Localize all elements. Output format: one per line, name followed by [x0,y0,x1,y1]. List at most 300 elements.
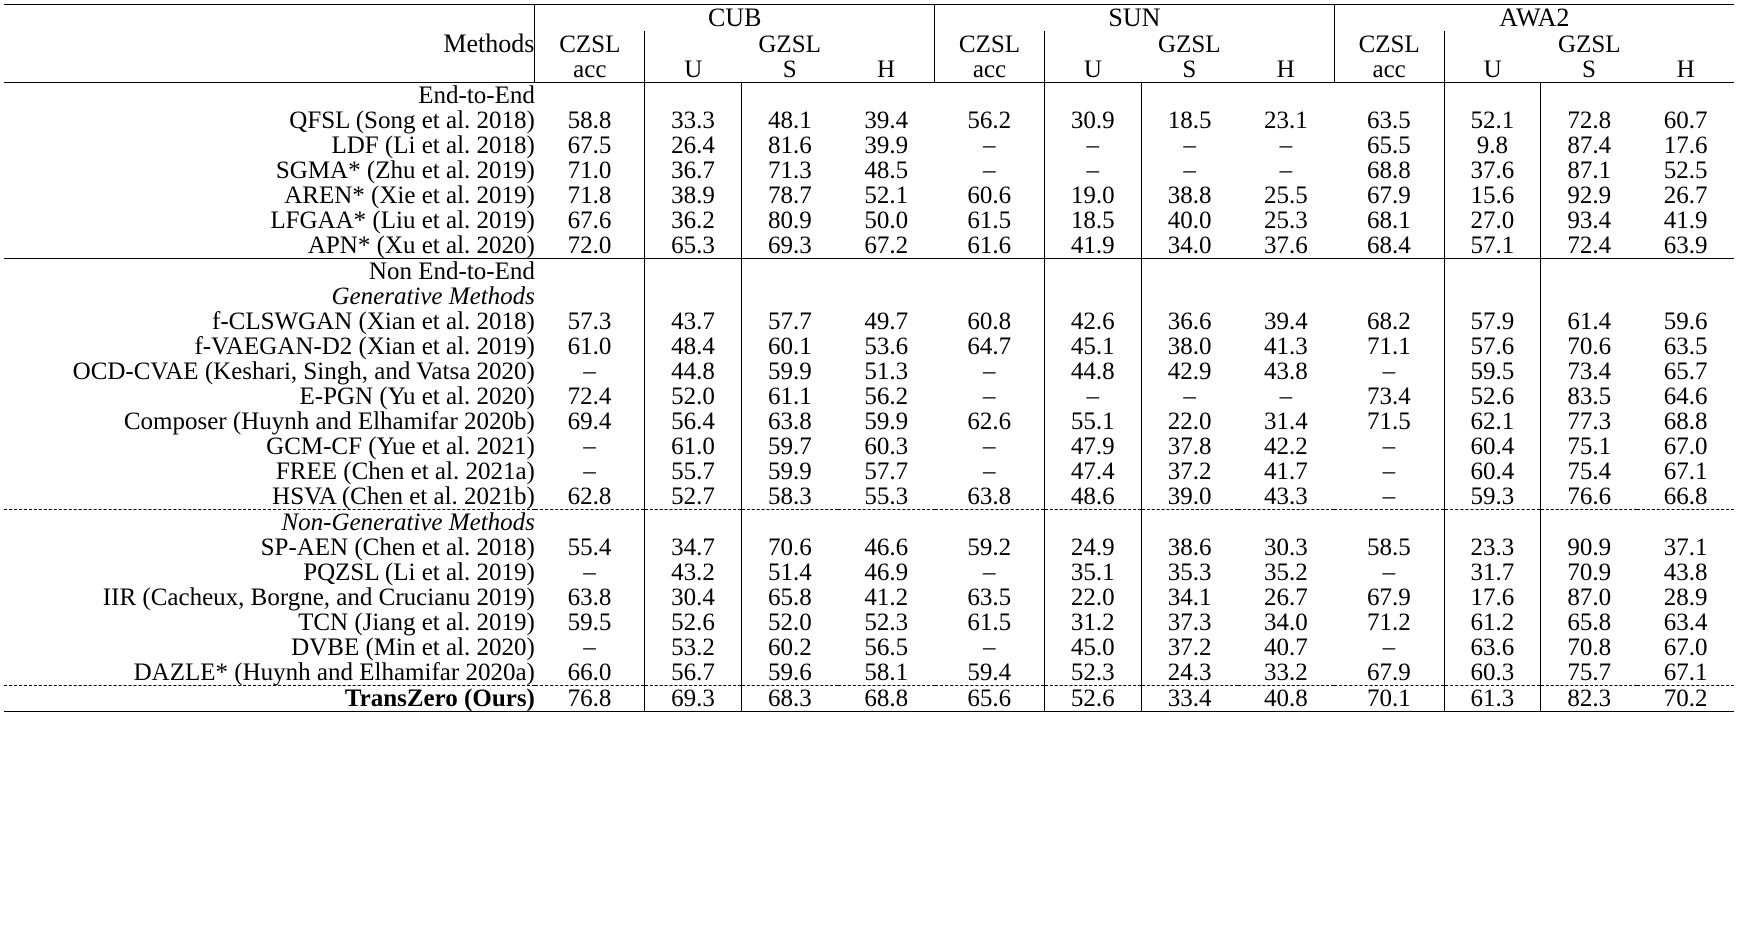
table-cell: 63.4 [1663,609,1708,636]
table-cell-empty [1334,259,1444,285]
table-cell: 15.6 [1444,183,1541,208]
table-cell: 58.5 [1367,534,1411,561]
table-row [4,459,1734,484]
table-cell: 56.7 [645,660,742,686]
table-cell-empty [935,259,1045,285]
table-cell: 71.1 [1367,333,1411,360]
table-cell: 37.3 [1141,610,1238,635]
table-row [4,660,1734,686]
table-cell-empty [1141,83,1238,109]
table-cell: 87.1 [1541,158,1638,183]
table-cell: 23.1 [1264,107,1308,134]
table-cell: 64.6 [1663,383,1708,410]
table-cell: 36.6 [1141,309,1238,334]
table-cell: 56.4 [645,409,742,434]
table-cell-empty [741,284,838,309]
table-cell: 71.8 [567,182,612,209]
metric-sun-h: H [1238,57,1335,83]
table-cell: 71.2 [1367,609,1411,636]
table-cell: 59.5 [1444,359,1541,384]
table-cell: 42.2 [1264,433,1308,460]
table-cell: – [1382,458,1396,485]
method-name: LDF (Li et al. 2018) [331,132,535,159]
table-cell: 37.6 [1444,158,1541,183]
table-cell: 47.4 [1044,459,1141,484]
table-cell: 42.6 [1044,309,1141,334]
table-cell: 78.7 [741,183,838,208]
table-cell: 41.2 [864,584,909,611]
results-table [4,4,1734,712]
table-cell: 61.4 [1541,309,1638,334]
table-cell-empty [1044,83,1141,109]
table-cell: 44.8 [1044,359,1141,384]
table-cell: 61.0 [567,333,612,360]
header-row-datasets [4,5,1734,32]
table-cell: – [1279,383,1293,410]
table-cell: 72.4 [567,383,612,410]
table-cell: – [1279,132,1293,159]
table-cell: 35.3 [1141,560,1238,585]
table-cell: 59.6 [1663,308,1708,335]
table-cell: 60.2 [741,635,838,660]
section-subheader-row [4,510,1734,536]
table-cell: 72.0 [567,232,612,259]
table-cell: 73.4 [1541,359,1638,384]
table-cell-empty [1141,284,1238,309]
table-cell: 66.0 [567,659,612,686]
table-cell-empty [1637,83,1734,109]
table-cell: 47.9 [1044,434,1141,459]
table-cell: 55.7 [645,459,742,484]
method-name: APN* (Xu et al. 2020) [307,232,535,259]
method-name: DAZLE* (Huynh and Elhamifar 2020a) [133,659,535,686]
method-name: f-CLSWGAN (Xian et al. 2018) [212,308,535,335]
table-cell: – [982,132,996,159]
header-row-settings [4,31,1734,57]
table-cell: 70.8 [1541,635,1638,660]
header-spacer [4,5,535,32]
table-cell: 55.1 [1044,409,1141,434]
table-cell-empty [1238,259,1335,285]
table-cell: – [1141,384,1238,409]
table-cell-empty [1637,284,1734,309]
section-subtitle: Generative Methods [331,283,535,310]
table-cell: 37.8 [1141,434,1238,459]
table-cell: 52.6 [1444,384,1541,409]
table-cell-empty [935,83,1045,109]
table-cell: 62.6 [967,408,1012,435]
table-row [4,434,1734,459]
table-cell: 33.2 [1264,659,1308,686]
table-cell: 43.7 [645,309,742,334]
table-cell: 34.7 [645,535,742,560]
table-cell: 87.4 [1541,133,1638,158]
table-cell: 17.6 [1444,585,1541,610]
table-cell: – [1279,157,1293,184]
table-cell: – [583,433,596,460]
table-cell: 37.1 [1663,534,1708,561]
table-cell: 60.3 [1444,660,1541,686]
method-name: FREE (Chen et al. 2021a) [275,458,535,485]
table-cell: 70.9 [1541,560,1638,585]
setting-sun-gzsl: GZSL [1044,31,1334,57]
section-title: Non End-to-End [4,259,535,285]
table-cell: – [1141,158,1238,183]
table-cell: 65.5 [1367,132,1411,159]
table-cell-empty [838,284,935,309]
method-name: Composer (Huynh and Elhamifar 2020b) [123,408,535,435]
table-cell: 61.1 [741,384,838,409]
table-body [4,83,1734,712]
table-cell: 69.4 [567,408,612,435]
table-cell: 63.9 [1663,232,1708,259]
table-cell: 33.4 [1141,686,1238,712]
table-cell-empty [535,284,645,309]
table-cell: – [982,433,996,460]
table-cell-empty [1541,259,1638,285]
table-cell: – [1044,133,1141,158]
table-cell: – [1382,433,1396,460]
table-cell: 56.5 [864,634,909,661]
table-cell-empty [1044,284,1141,309]
metrics-spacer [4,57,535,83]
table-cell: 62.8 [567,483,612,510]
table-cell-empty [1637,510,1734,536]
table-cell: 77.3 [1541,409,1638,434]
table-cell: 63.8 [741,409,838,434]
method-name: f-VAEGAN-D2 (Xian et al. 2019) [194,333,535,360]
table-cell-empty [1238,284,1335,309]
table-cell-empty [1334,510,1444,536]
method-name: AREN* (Xie et al. 2019) [284,182,535,209]
dataset-header-sun: SUN [935,5,1335,32]
setting-sun-czsl: CZSL [935,31,1045,57]
table-cell: 42.9 [1141,359,1238,384]
table-cell: 34.0 [1141,233,1238,259]
section-header-row [4,259,1734,285]
table-cell: 82.3 [1541,686,1638,712]
section-header-row [4,83,1734,109]
table-cell-empty [838,259,935,285]
table-cell-empty [741,259,838,285]
table-cell: 31.7 [1444,560,1541,585]
table-cell-empty [741,510,838,536]
table-cell: 67.2 [864,232,909,259]
table-cell: 67.0 [1663,433,1708,460]
table-cell: 63.5 [1367,107,1411,134]
table-cell: 75.1 [1541,434,1638,459]
table-cell: 57.7 [741,309,838,334]
metric-awa2-acc: acc [1334,57,1444,83]
table-cell: 68.4 [1367,232,1411,259]
table-cell: 64.7 [967,333,1012,360]
table-cell: 19.0 [1044,183,1141,208]
table-header [4,5,1734,83]
table-cell: 60.8 [967,308,1012,335]
section-title: End-to-End [418,82,535,109]
table-cell-empty [1334,83,1444,109]
setting-awa2-gzsl: GZSL [1444,31,1734,57]
table-row [4,158,1734,183]
table-cell: 40.8 [1238,686,1335,712]
table-cell: 52.5 [1663,157,1708,184]
table-cell: 22.0 [1044,585,1141,610]
table-cell: 72.8 [1541,108,1638,133]
table-cell-empty [1444,83,1541,109]
table-cell: 59.9 [864,408,909,435]
table-cell: 39.0 [1141,484,1238,510]
table-cell: 59.2 [967,534,1012,561]
table-cell: 71.0 [567,157,612,184]
table-cell-empty [535,510,645,536]
table-cell: 61.0 [645,434,742,459]
table-cell: 70.2 [1637,686,1734,712]
table-cell: 69.3 [645,686,742,712]
table-cell: 67.9 [1367,659,1411,686]
method-name: OCD-CVAE (Keshari, Singh, and Vatsa 2020) [72,358,535,385]
table-cell: 52.7 [645,484,742,510]
table-cell: 68.8 [838,686,935,712]
header-row-metrics [4,57,1734,83]
table-cell: 40.0 [1141,208,1238,233]
table-cell: 24.9 [1044,535,1141,560]
table-cell: 34.0 [1264,609,1308,636]
table-row [4,334,1734,359]
table-cell: 59.7 [741,434,838,459]
table-cell: 38.8 [1141,183,1238,208]
table-cell: 48.1 [741,108,838,133]
table-cell-empty [1238,510,1335,536]
table-cell: 22.0 [1141,409,1238,434]
table-cell: 55.4 [567,534,612,561]
table-cell: 68.2 [1367,308,1411,335]
table-cell-empty [1541,83,1638,109]
table-cell: 65.6 [935,686,1045,712]
table-cell: – [982,559,996,586]
table-cell: 75.4 [1541,459,1638,484]
metric-sun-s: S [1141,57,1238,83]
table-cell: 60.1 [741,334,838,359]
table-row [4,108,1734,133]
table-cell: 45.0 [1044,635,1141,660]
table-cell: 28.9 [1663,584,1708,611]
table-cell: – [583,634,596,661]
table-cell: 63.5 [1663,333,1708,360]
table-cell: 55.3 [864,483,909,510]
table-cell: 51.3 [864,358,909,385]
table-cell: 38.9 [645,183,742,208]
method-name: GCM-CF (Yue et al. 2021) [266,433,535,460]
metric-awa2-h: H [1637,57,1734,83]
section-subtitle: Non-Generative Methods [4,510,535,536]
table-cell: 70.6 [741,535,838,560]
table-cell: 71.3 [741,158,838,183]
table-cell: 71.5 [1367,408,1411,435]
table-cell-empty [741,83,838,109]
table-cell: 39.9 [864,132,909,159]
results-table-container [0,4,1738,712]
table-cell: 61.5 [967,609,1012,636]
table-cell: 52.6 [1044,686,1141,712]
table-cell: 70.6 [1541,334,1638,359]
table-cell: 65.7 [1663,358,1708,385]
metric-cub-h: H [838,57,935,83]
table-cell: 68.8 [1367,157,1411,184]
table-cell-empty [1334,284,1444,309]
table-row [4,183,1734,208]
table-cell-empty [935,284,1045,309]
table-cell: – [1044,158,1141,183]
table-cell: 41.9 [1044,233,1141,259]
table-cell: 34.1 [1141,585,1238,610]
table-cell: 17.6 [1663,132,1708,159]
table-row [4,535,1734,560]
table-cell: 26.7 [1264,584,1308,611]
table-cell: 23.3 [1444,535,1541,560]
table-cell: 57.6 [1444,334,1541,359]
table-cell-empty [1141,510,1238,536]
table-cell: 31.2 [1044,610,1141,635]
table-cell: 37.2 [1141,635,1238,660]
table-cell: 35.1 [1044,560,1141,585]
table-cell-empty [1444,284,1541,309]
table-cell: 83.5 [1541,384,1638,409]
table-cell: – [982,157,996,184]
table-cell: 43.8 [1663,559,1708,586]
table-cell: 58.1 [864,659,909,686]
table-cell: – [1382,559,1396,586]
method-name: TransZero (Ours) [4,686,535,712]
table-cell: 92.9 [1541,183,1638,208]
table-row [4,635,1734,660]
dataset-header-cub: CUB [535,5,935,32]
table-cell: 30.9 [1044,108,1141,133]
method-name: PQZSL (Li et al. 2019) [303,559,535,586]
table-cell: – [982,358,996,385]
table-cell: 70.1 [1334,686,1444,712]
table-cell: 81.6 [741,133,838,158]
table-cell: 63.5 [967,584,1012,611]
table-cell: 57.7 [864,458,909,485]
table-cell: 56.2 [864,383,909,410]
table-cell: 33.3 [645,108,742,133]
setting-cub-czsl: CZSL [535,31,645,57]
metric-cub-u: U [645,57,742,83]
table-cell: 67.5 [567,132,612,159]
table-cell: 35.2 [1264,559,1308,586]
table-cell: 38.6 [1141,535,1238,560]
table-row [4,409,1734,434]
table-row [4,208,1734,233]
table-cell: 27.0 [1444,208,1541,233]
table-cell: 60.3 [864,433,909,460]
metric-awa2-u: U [1444,57,1541,83]
method-name: HSVA (Chen et al. 2021b) [272,483,535,510]
table-cell: – [982,634,996,661]
metric-sun-u: U [1044,57,1141,83]
table-cell-empty [1541,510,1638,536]
table-cell: 65.3 [645,233,742,259]
method-name: TCN (Jiang et al. 2019) [298,609,535,636]
table-cell-empty [1444,510,1541,536]
table-row [4,585,1734,610]
method-name: E-PGN (Yu et al. 2020) [299,383,535,410]
setting-cub-gzsl: GZSL [645,31,935,57]
table-cell: 9.8 [1444,133,1541,158]
table-cell: 39.4 [864,107,909,134]
table-cell: 59.9 [741,359,838,384]
table-cell: 39.4 [1264,308,1308,335]
table-cell-empty [645,83,742,109]
table-cell: 46.6 [864,534,909,561]
table-cell: 48.6 [1044,484,1141,510]
table-cell-empty [1044,510,1141,536]
table-cell-empty [535,83,645,109]
table-cell: 59.4 [967,659,1012,686]
table-cell: – [1141,133,1238,158]
table-cell: 30.4 [645,585,742,610]
table-cell: 41.3 [1264,333,1308,360]
table-cell: 53.6 [864,333,909,360]
table-cell: 43.2 [645,560,742,585]
method-name: SP-AEN (Chen et al. 2018) [260,534,535,561]
table-cell: 68.1 [1367,207,1411,234]
table-cell: 56.2 [967,107,1012,134]
table-cell-empty [535,259,645,285]
table-cell: 52.6 [645,610,742,635]
table-cell-empty [1238,83,1335,109]
table-cell-empty [1044,259,1141,285]
method-name: SGMA* (Zhu et al. 2019) [275,157,535,184]
table-cell-empty [645,510,742,536]
table-cell-empty [1444,259,1541,285]
table-cell: 52.0 [741,610,838,635]
table-cell: 59.9 [741,459,838,484]
table-cell: 90.9 [1541,535,1638,560]
table-cell-empty [838,83,935,109]
table-cell: 48.4 [645,334,742,359]
table-cell: 37.6 [1264,232,1308,259]
table-cell: 49.7 [864,308,909,335]
table-cell: 44.8 [645,359,742,384]
table-cell: 58.8 [567,107,612,134]
table-cell: 60.6 [967,182,1012,209]
table-cell: 43.3 [1264,483,1308,510]
table-cell: 60.7 [1663,107,1708,134]
table-cell: 80.9 [741,208,838,233]
table-cell: 51.4 [741,560,838,585]
table-cell-empty [935,510,1045,536]
table-cell: 60.4 [1444,459,1541,484]
table-cell: 61.6 [967,232,1012,259]
table-cell: 75.7 [1541,660,1638,686]
table-cell: 63.8 [567,584,612,611]
table-cell: 43.8 [1264,358,1308,385]
method-name: IIR (Cacheux, Borgne, and Crucianu 2019) [102,584,535,611]
metric-cub-acc: acc [535,57,645,83]
table-cell: 93.4 [1541,208,1638,233]
table-cell: 67.0 [1663,634,1708,661]
metric-awa2-s: S [1541,57,1638,83]
table-cell: 61.5 [967,207,1012,234]
table-row [4,384,1734,409]
metric-cub-s: S [741,57,838,83]
table-cell: 36.7 [645,158,742,183]
table-cell: 50.0 [864,207,909,234]
table-cell: 41.7 [1264,458,1308,485]
table-cell: 30.3 [1264,534,1308,561]
table-cell: 52.1 [1444,108,1541,133]
